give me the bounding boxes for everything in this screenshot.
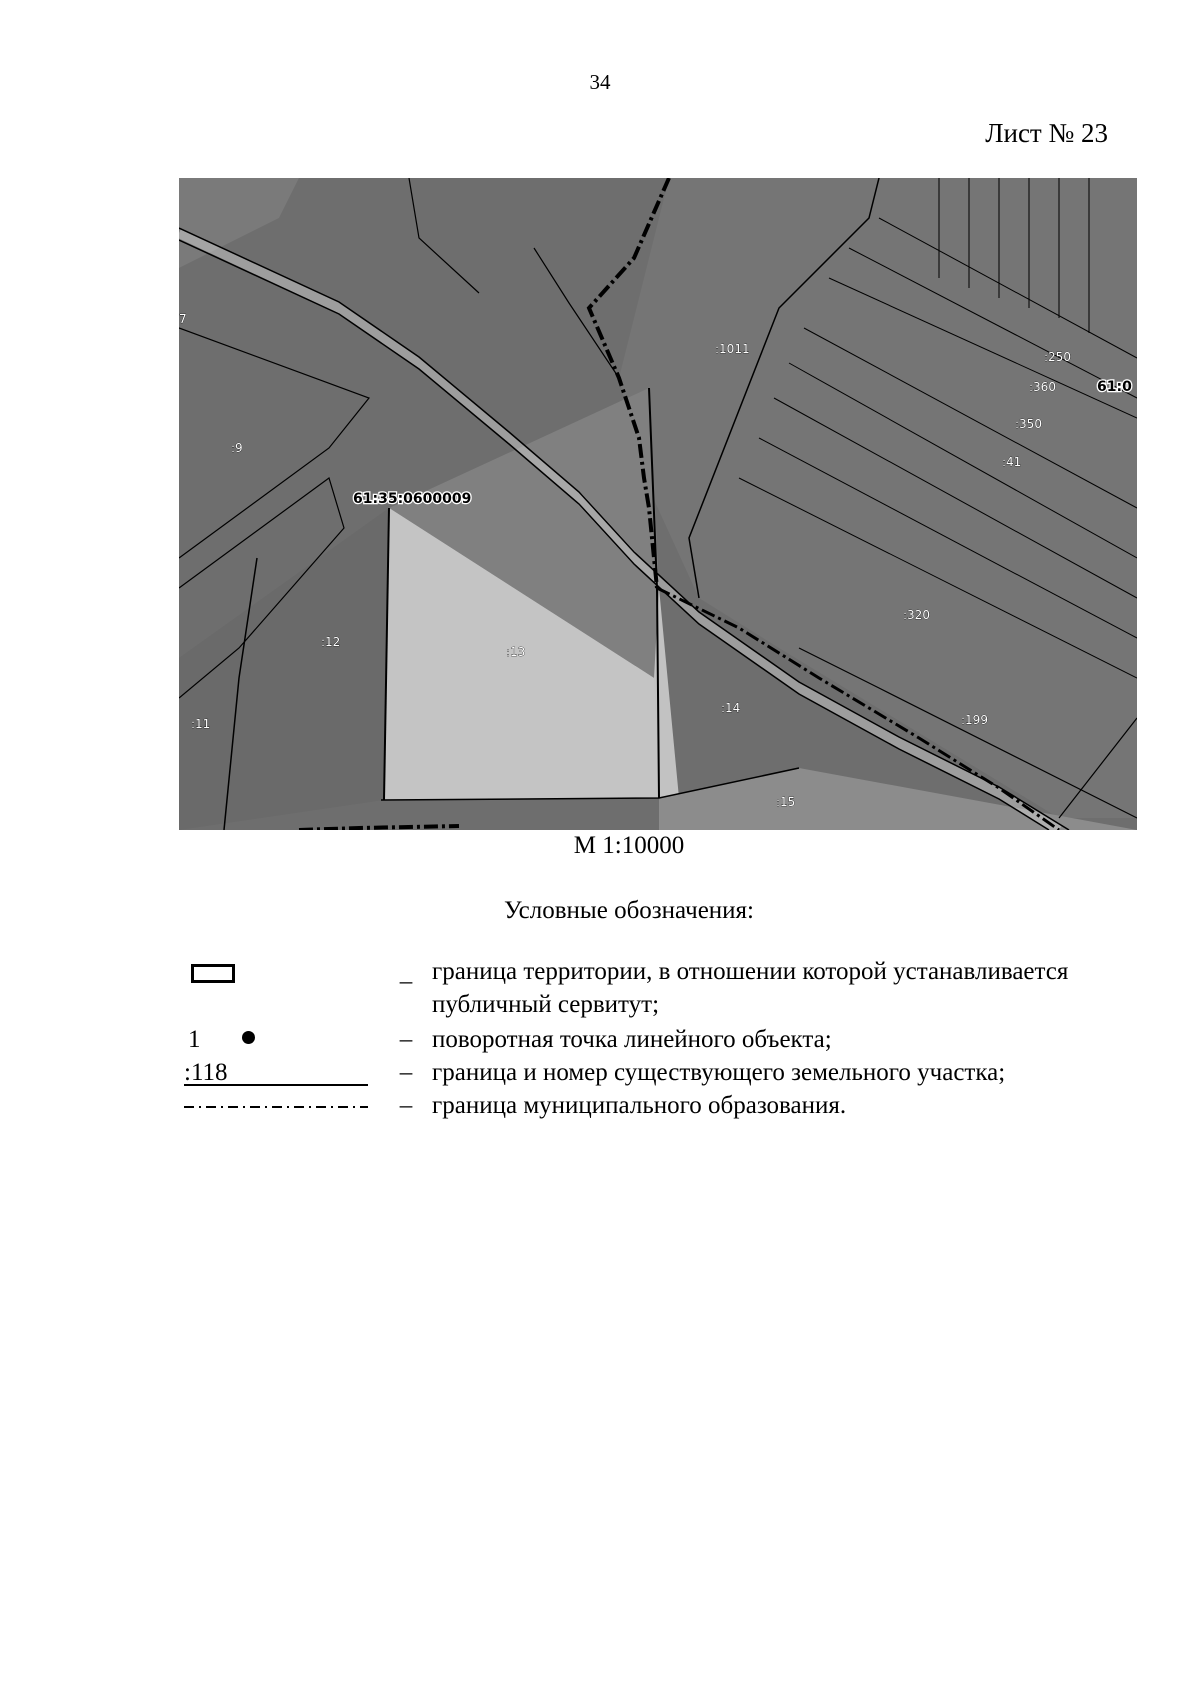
- legend-symbol: [180, 955, 380, 988]
- legend-title: Условные обозначения:: [503, 897, 755, 924]
- parcel-label: :250: [1044, 350, 1071, 364]
- legend-dash: –: [399, 1026, 413, 1053]
- cadastral-block-label: 61:35:0600009: [353, 491, 472, 507]
- legend-text: поворотная точка линейного объекта;: [432, 1026, 832, 1053]
- legend-text: граница муниципального образования.: [432, 1092, 847, 1119]
- parcel-label: :9: [231, 441, 243, 455]
- legend-symbol: [180, 1023, 380, 1056]
- legend-item-turning-point: [180, 1023, 1130, 1056]
- legend: [180, 955, 1130, 1122]
- map-canvas: [179, 178, 1137, 830]
- cadastral-map: [179, 178, 1137, 830]
- legend-item-municipal-boundary: [180, 1089, 1130, 1122]
- parcel-label: :12: [321, 635, 341, 649]
- parcel-number-sample: :118: [184, 1059, 228, 1086]
- turning-point-number: 1: [188, 1026, 201, 1053]
- parcel-boundary-symbol: [184, 1056, 368, 1086]
- legend-dash: –: [399, 968, 413, 995]
- parcel-label: :14: [721, 701, 741, 715]
- legend-text: граница территории, в отношении которой устанавливается публичный сервитут;: [432, 958, 1069, 1018]
- parcel-label: :13: [506, 645, 526, 659]
- sheet-title: Лист № 23: [985, 118, 1108, 148]
- map-scale: М 1:10000: [573, 832, 685, 859]
- page-number: 34: [589, 70, 611, 94]
- legend-symbol: [180, 1056, 380, 1089]
- parcel-label: :320: [903, 608, 930, 622]
- parcel-label: :360: [1029, 380, 1056, 394]
- legend-symbol: [180, 1089, 380, 1122]
- legend-dash: –: [399, 1059, 413, 1086]
- parcel-label: :1011: [715, 342, 750, 356]
- parcel-label: :350: [1015, 417, 1042, 431]
- municipal-boundary-symbol: [184, 1103, 368, 1111]
- parcel-label: :199: [961, 713, 988, 727]
- parcel-label: :11: [191, 717, 211, 731]
- legend-item-servitude-boundary: [180, 955, 1130, 1021]
- parcel-label: :15: [776, 795, 796, 809]
- legend-dash: –: [399, 1092, 413, 1119]
- neighbor-block-label: 61:0: [1097, 379, 1132, 395]
- parcel-label: 7: [179, 312, 187, 326]
- turning-point-dot-icon: [242, 1031, 255, 1044]
- parcel-label: :41: [1002, 455, 1022, 469]
- legend-item-parcel-boundary: [180, 1056, 1130, 1089]
- legend-text: граница и номер существующего земельного участка;: [432, 1059, 1006, 1086]
- servitude-boundary-symbol: [191, 964, 235, 983]
